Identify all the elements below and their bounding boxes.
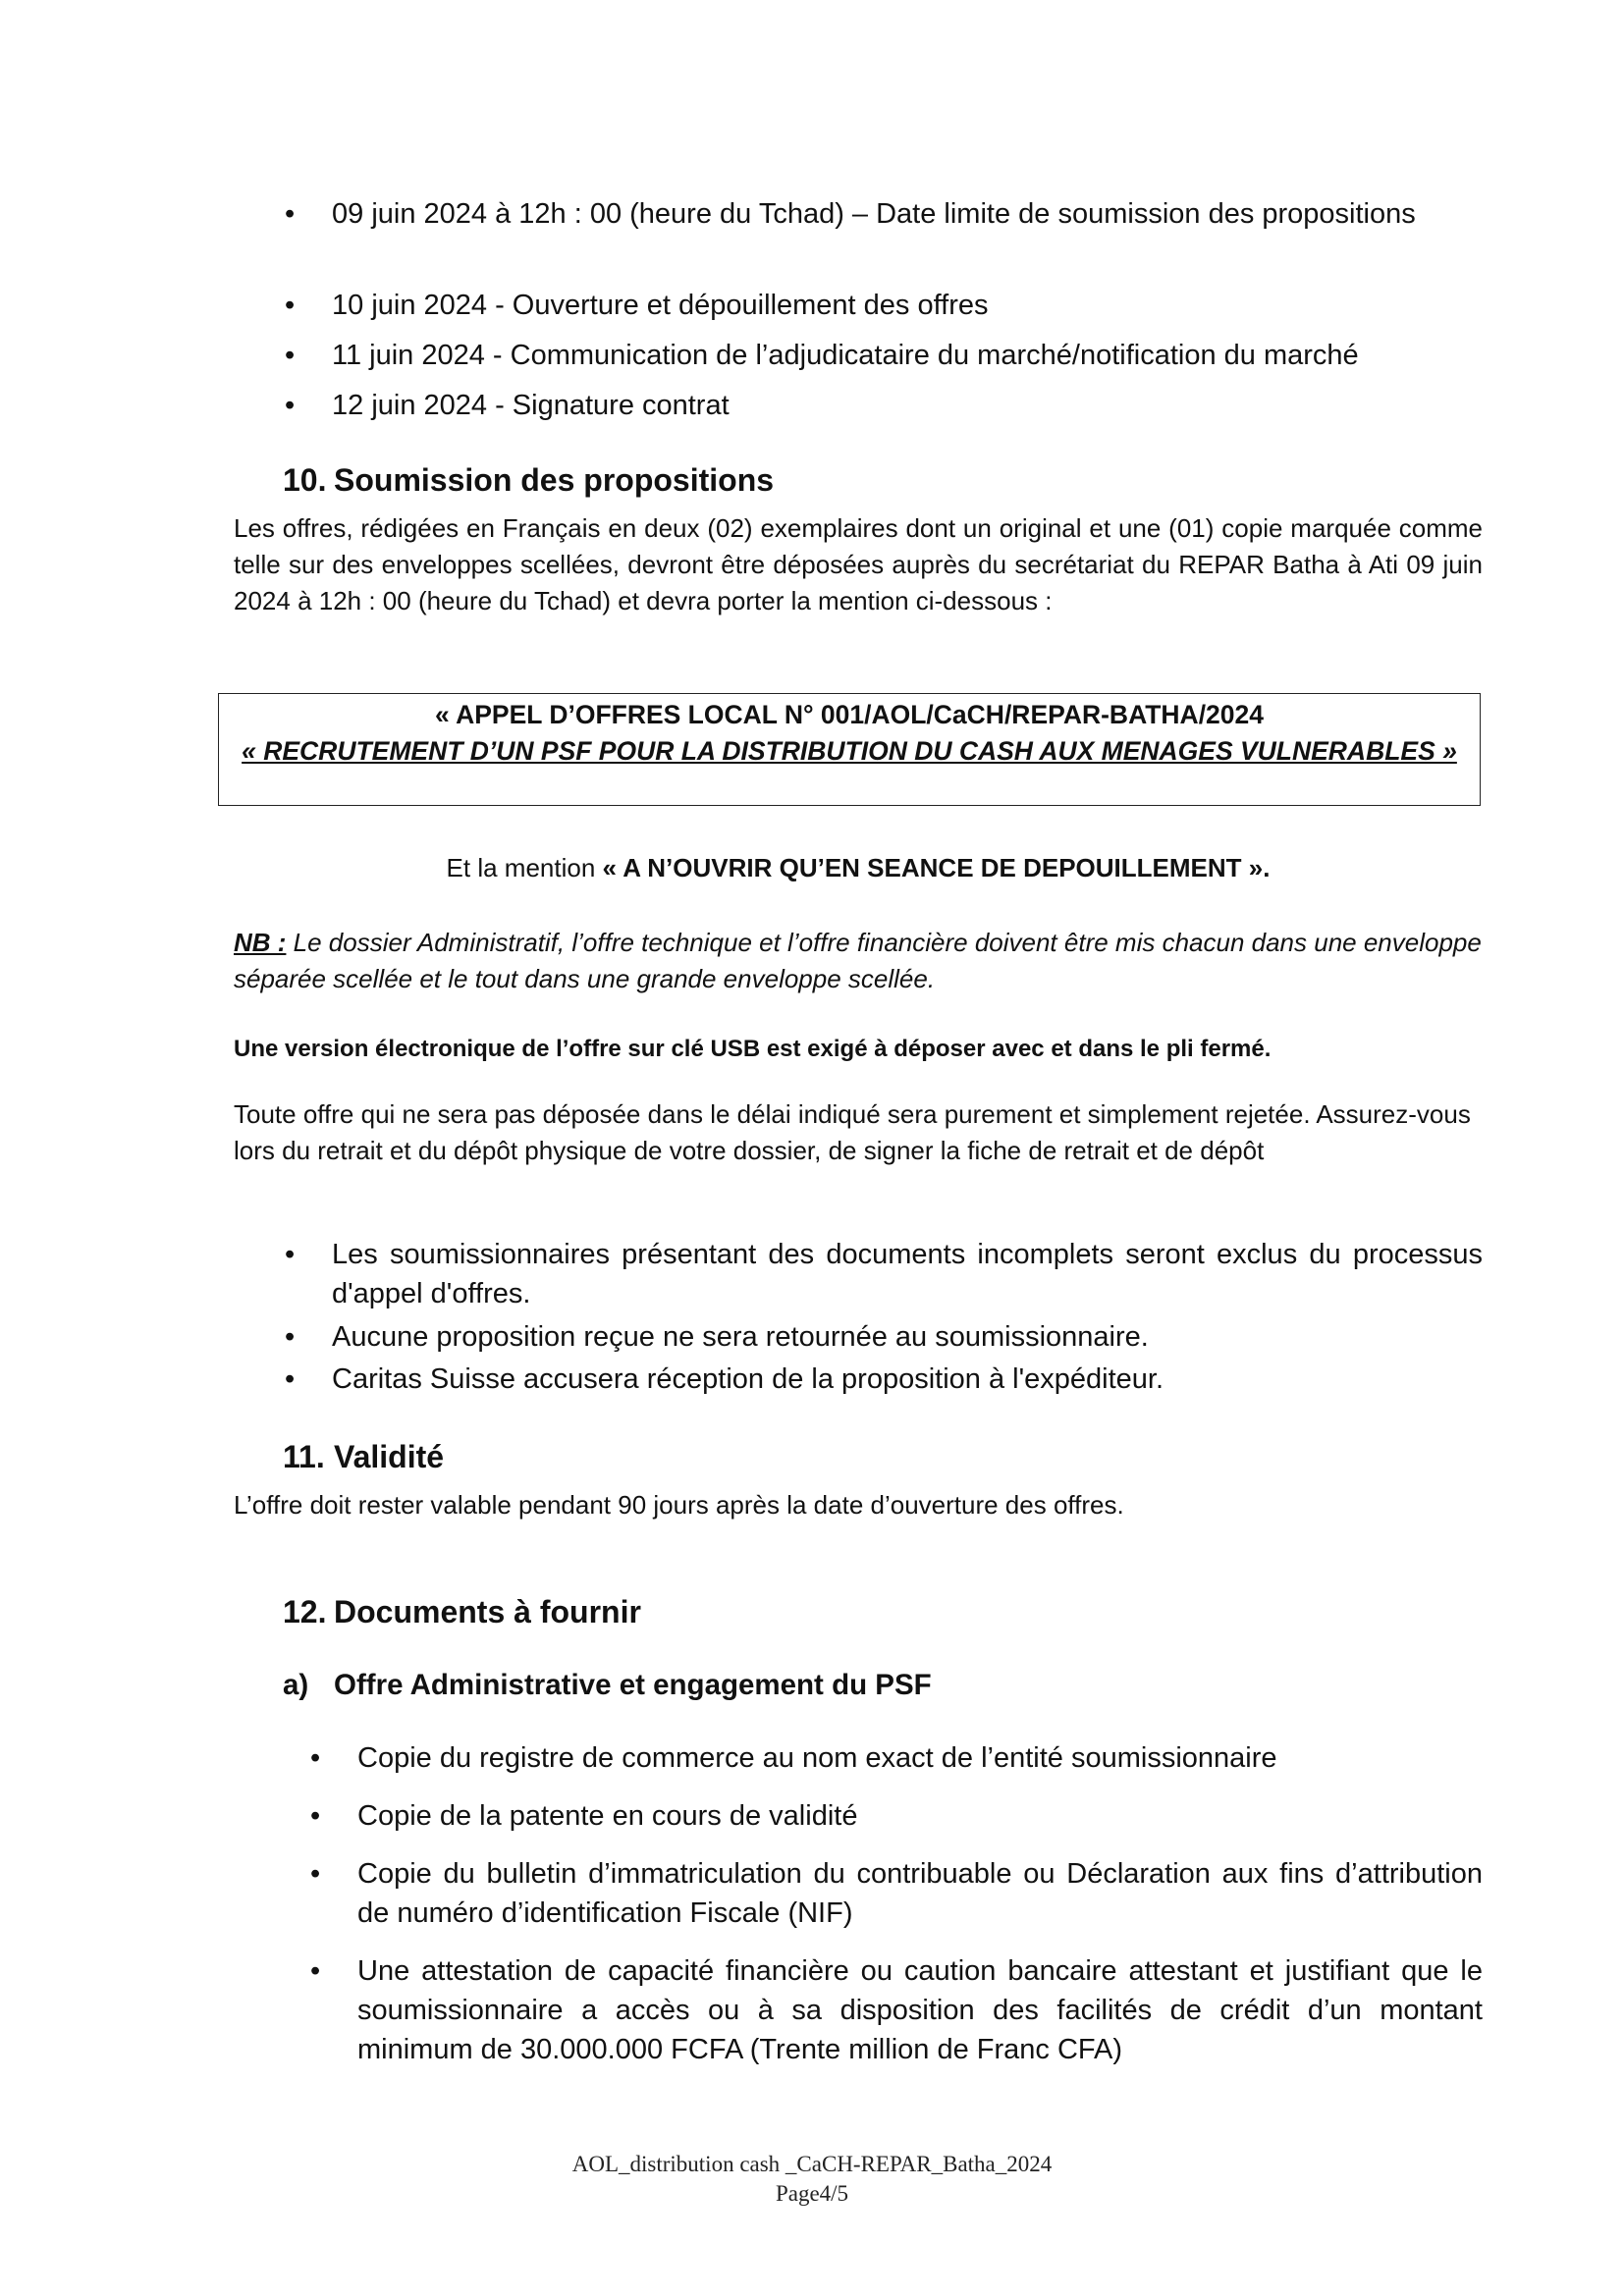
- envelope-label-box: [218, 693, 1481, 806]
- bullet-icon: •: [310, 1742, 321, 1774]
- bullet-icon: •: [285, 1239, 296, 1270]
- bullet-icon: •: [310, 1955, 321, 1987]
- section10-intro: Les offres, rédigées en Français en deux (02) exemplaires dont un original et une (01) copie marquée comme telle sur des enveloppes scellées, devront être déposées auprès du secrétariat du REPAR Batha à Ati 09 juin 2024 à 12h : 00 (heure du Tchad) et devra porter la mention ci-dessous :: [234, 513, 1483, 615]
- bullet-icon: •: [310, 1858, 321, 1890]
- bullet-icon: •: [285, 340, 296, 371]
- section-heading-12: 12. Documents à fournir: [283, 1594, 641, 1629]
- validity-text: L’offre doit rester valable pendant 90 jours après la date d’ouverture des offres.: [234, 1490, 1124, 1520]
- section-heading-11: 11. Validité: [283, 1439, 445, 1474]
- bullet-icon: •: [310, 1800, 321, 1832]
- bullet-icon: •: [285, 390, 296, 421]
- footer-doc-name: AOL_distribution cash _CaCH-REPAR_Batha_2024: [571, 2152, 1053, 2176]
- nb-note: NB : Le dossier Administratif, l’offre technique et l’offre financière doivent être mis chacun dans une enveloppe séparée scellée et le tout dans une grande enveloppe scellée.: [234, 928, 1482, 993]
- deadline-note: Toute offre qui ne sera pas déposée dans le délai indiqué sera purement et simplement rejetée. Assurez-vous lors du retrait et du dépôt physique de votre dossier, de signer la fiche de retrait et de dépôt: [234, 1099, 1471, 1165]
- mention-line: Et la mention « A N’OUVRIR QU’EN SEANCE DE DEPOUILLEMENT ».: [446, 853, 1271, 882]
- section-heading-10: 10. Soumission des propositions: [283, 462, 775, 498]
- bullet-icon: •: [285, 1321, 296, 1353]
- bullet-icon: •: [285, 1363, 296, 1395]
- tender-reference: « APPEL D’OFFRES LOCAL N° 001/AOL/CaCH/REPAR-BATHA/2024: [434, 700, 1265, 729]
- subsection-heading-a: a) Offre Administrative et engagement du PSF: [283, 1669, 932, 1701]
- tender-subject: « RECRUTEMENT D’UN PSF POUR LA DISTRIBUTION DU CASH AUX MENAGES VULNERABLES »: [242, 736, 1457, 766]
- bullet-icon: •: [285, 290, 296, 321]
- footer-page-number: Page4/5: [775, 2181, 849, 2206]
- bullet-icon: •: [285, 198, 296, 230]
- document-page: • 09 juin 2024 à 12h : 00 (heure du Tchad) – Date limite de soumission des propositions • 10 juin 2024 - Ouverture et dépouillement des offres • 11 juin 2024 - Communication de l’adjudicataire du marché/notification du marché • 12 juin 2024 - Signature contrat 10. Soumission des propositions Les offres, rédigées en Français en deux (02) exemplaires dont un original et une (01) copie marquée comme telle sur des enveloppes scellées, devront être déposées auprès du secrétariat du REPAR Batha à Ati 09 juin 2024 à 12h : 00 (heure du Tchad) et devra porter la mention ci-dessous : « APPEL D’OFFRES LOCAL N° 001/AOL/CaCH/REPAR-BATHA/2024 « RECRUTEMENT D’UN PSF POUR LA DISTRIBUTION DU CASH AUX MENAGES VULNERABLES » Et la mention « A N’OUVRIR QU’EN SEANCE DE DEPOUILLEMENT ». NB : Le dossier Administratif, l’offre technique et l’offre financière doivent être mis chacun dans une enveloppe séparée scellée et le tout dans une grande enveloppe scellée. Une version électronique de l’offre sur clé USB est exigé à déposer avec et dans le pli fermé. Toute offre qui ne sera pas déposée dans le délai indiqué sera purement et simplement rejetée. Assurez-vous lors du retrait et du dépôt physique de votre dossier, de signer la fiche de retrait et de dépôt • Les soumissionnaires présentant des documents incomplets seront exclus du processus d'appel d'offres. • Aucune proposition reçue ne sera retournée au soumissionnaire. • Caritas Suisse accusera réception de la proposition à l'expéditeur. 11. Validité L’offre doit rester valable pendant 90 jours après la date d’ouverture des offres. 12. Documents à fournir a) Offre Administrative et engagement du PSF • Copie du registre de commerce au nom exact de l’entité soumissionnaire • Copie de la patente en cours de validité • Copie du bulletin d’immatriculation du contribuable ou Déclaration aux fins d’attribution de numéro d’identification Fiscale (NIF) • Une attestation de capacité financière ou caution bancaire attestant et justifiant que le soumissionnaire a accès ou à sa disposition des facilités de crédit d’un montant minimum de 30.000.000 FCFA (Trente million de Franc CFA) AOL_distribution cash _CaCH-REPAR_Batha_2024 Page4/5: [0, 0, 1624, 2296]
- usb-note: Une version électronique de l’offre sur clé USB est exigé à déposer avec et dans le pli fermé.: [234, 1036, 1272, 1062]
